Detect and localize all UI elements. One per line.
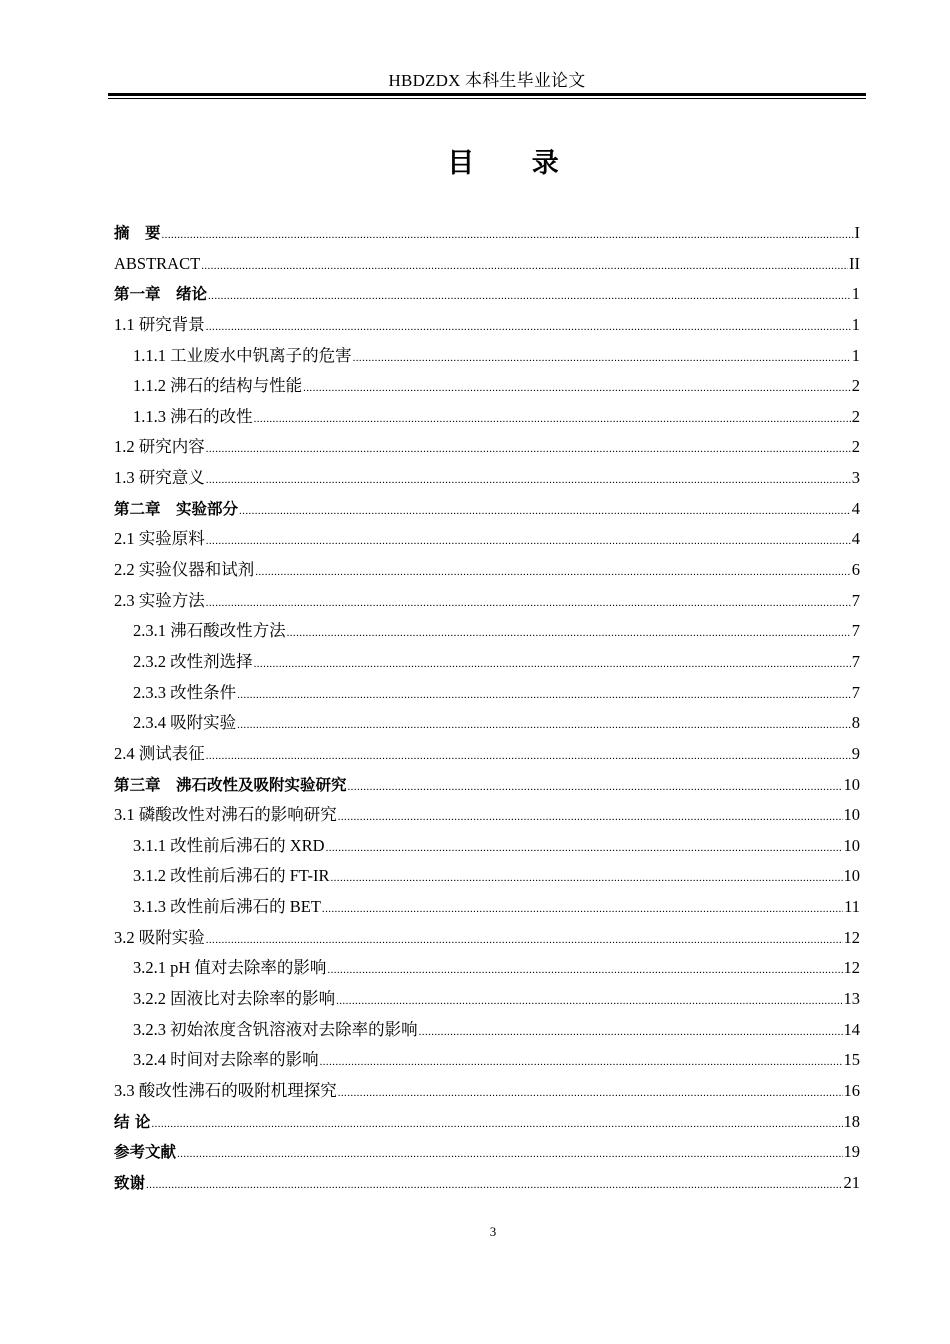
toc-dot-leader	[237, 680, 851, 711]
toc-entry-page: 12	[843, 927, 860, 947]
toc-entry[interactable]	[114, 371, 860, 402]
toc-entry[interactable]	[114, 402, 860, 433]
toc-entry-page: 4	[851, 498, 860, 518]
toc-dot-leader	[206, 741, 851, 772]
toc-entry[interactable]	[114, 432, 860, 463]
toc-dot-leader	[348, 772, 843, 803]
toc-entry-label: 2.1 实验原料	[114, 529, 205, 549]
toc-entry-page: 19	[843, 1142, 860, 1162]
toc-entry-label: ABSTRACT	[114, 253, 201, 273]
toc-entry[interactable]	[114, 1137, 860, 1168]
toc-dot-leader	[151, 1109, 842, 1140]
toc-dot-leader	[208, 281, 851, 312]
toc-entry-label: 1.2 研究内容	[114, 437, 205, 457]
toc-entry[interactable]	[114, 279, 860, 310]
toc-dot-leader	[326, 833, 843, 864]
toc-dot-leader	[162, 220, 854, 251]
toc-entry[interactable]	[114, 1015, 860, 1046]
toc-entry[interactable]	[114, 249, 860, 280]
toc-dot-leader	[206, 312, 851, 343]
toc-dot-leader	[206, 526, 851, 557]
toc-dot-leader	[254, 649, 851, 680]
toc-entry-label: 1.1.2 沸石的结构与性能	[133, 376, 303, 396]
toc-entry[interactable]	[114, 708, 860, 739]
toc-entry[interactable]	[114, 923, 860, 954]
toc-entry[interactable]	[114, 953, 860, 984]
toc-entry[interactable]	[114, 739, 860, 770]
toc-entry-label: 2.3.1 沸石酸改性方法	[133, 621, 286, 641]
toc-entry-label: 3.2.4 时间对去除率的影响	[133, 1050, 319, 1070]
toc-dot-leader	[177, 1139, 842, 1170]
header-rule-thin	[108, 98, 866, 99]
toc-entry-page: 2	[851, 376, 860, 396]
toc-entry-label: 2.3.4 吸附实验	[133, 713, 237, 733]
toc-entry[interactable]	[114, 861, 860, 892]
toc-entry[interactable]	[114, 494, 860, 525]
toc-entry-label: 3.1 磷酸改性对沸石的影响研究	[114, 805, 337, 825]
table-of-contents	[114, 218, 860, 1199]
toc-entry-label: 3.2 吸附实验	[114, 927, 205, 947]
toc-entry[interactable]	[114, 678, 860, 709]
toc-entry-page: 10	[843, 866, 860, 886]
header-rule-thick	[108, 93, 866, 96]
toc-entry-page: 1	[851, 314, 860, 334]
toc-entry-page: 10	[843, 835, 860, 855]
toc-entry[interactable]	[114, 984, 860, 1015]
toc-entry-label: 3.2.3 初始浓度含钒溶液对去除率的影响	[133, 1019, 418, 1039]
toc-dot-leader	[206, 434, 851, 465]
toc-entry-label: 3.1.3 改性前后沸石的 BET	[133, 897, 321, 917]
toc-dot-leader	[254, 404, 851, 435]
toc-entry-page: 9	[851, 743, 860, 763]
toc-entry[interactable]	[114, 1045, 860, 1076]
toc-entry-page: 11	[844, 897, 860, 917]
toc-entry[interactable]	[114, 586, 860, 617]
toc-entry-page: 7	[851, 621, 860, 641]
toc-entry[interactable]	[114, 892, 860, 923]
toc-entry[interactable]	[114, 1076, 860, 1107]
toc-dot-leader	[201, 251, 848, 282]
toc-entry-label: 2.3.3 改性条件	[133, 682, 237, 702]
toc-entry-page: 10	[843, 774, 860, 794]
toc-dot-leader	[206, 465, 851, 496]
toc-dot-leader	[327, 955, 842, 986]
toc-entry-label: 参考文献	[114, 1143, 177, 1162]
toc-entry-label: 1.3 研究意义	[114, 468, 205, 488]
toc-dot-leader	[239, 496, 851, 527]
toc-entry-page: 21	[843, 1172, 860, 1192]
toc-entry-label: 摘 要	[114, 224, 161, 242]
toc-dot-leader	[287, 618, 851, 649]
toc-dot-leader	[336, 986, 842, 1017]
toc-entry-label: 致谢	[114, 1173, 146, 1192]
toc-title: 目 录	[447, 148, 583, 179]
toc-entry[interactable]	[114, 218, 860, 249]
toc-dot-leader	[237, 710, 851, 741]
toc-entry-label: 2.2 实验仪器和试剂	[114, 560, 255, 580]
page-number: 3	[489, 1224, 497, 1239]
toc-dot-leader	[146, 1170, 842, 1201]
toc-entry-page: 6	[851, 560, 860, 580]
toc-entry-page: II	[849, 253, 860, 273]
toc-entry[interactable]	[114, 800, 860, 831]
toc-entry-label: 3.2.1 pH 值对去除率的影响	[133, 958, 327, 978]
toc-dot-leader	[320, 1047, 843, 1078]
toc-entry-page: 15	[843, 1050, 860, 1070]
toc-dot-leader	[206, 925, 843, 956]
toc-entry-page: 10	[843, 805, 860, 825]
running-header: HBDZDX 本科生毕业论文	[388, 71, 586, 90]
toc-entry[interactable]	[114, 831, 860, 862]
toc-entry-label: 第一章 绪论	[114, 285, 208, 304]
toc-entry-page: 12	[843, 958, 860, 978]
toc-dot-leader	[303, 373, 851, 404]
toc-entry[interactable]	[114, 647, 860, 678]
toc-entry[interactable]	[114, 524, 860, 555]
toc-entry-page: 2	[851, 437, 860, 457]
toc-dot-leader	[353, 343, 851, 374]
toc-dot-leader	[419, 1017, 843, 1048]
toc-entry-label: 3.3 酸改性沸石的吸附机理探究	[114, 1080, 337, 1100]
toc-entry[interactable]	[114, 463, 860, 494]
toc-dot-leader	[338, 802, 843, 833]
toc-entry-label: 3.1.1 改性前后沸石的 XRD	[133, 835, 325, 855]
toc-entry-label: 1.1 研究背景	[114, 314, 205, 334]
toc-dot-leader	[206, 588, 851, 619]
toc-entry-label: 第二章 实验部分	[114, 499, 239, 518]
toc-entry-page: 4	[851, 529, 860, 549]
toc-entry-page: 2	[851, 406, 860, 426]
toc-entry-label: 2.3 实验方法	[114, 590, 205, 610]
toc-entry-label: 第三章 沸石改性及吸附实验研究	[114, 775, 347, 794]
toc-entry-label: 2.3.2 改性剂选择	[133, 651, 253, 671]
toc-entry-label: 3.2.2 固液比对去除率的影响	[133, 989, 336, 1009]
toc-entry-page: 14	[843, 1019, 860, 1039]
toc-dot-leader	[322, 894, 843, 925]
toc-entry-page: 3	[851, 468, 860, 488]
toc-entry-page: 16	[843, 1080, 860, 1100]
toc-entry-page: 7	[851, 682, 860, 702]
toc-entry-page: 13	[843, 989, 860, 1009]
toc-dot-leader	[255, 557, 851, 588]
toc-dot-leader	[338, 1078, 843, 1109]
toc-entry[interactable]	[114, 555, 860, 586]
toc-entry[interactable]	[114, 616, 860, 647]
toc-entry-page: 8	[851, 713, 860, 733]
toc-entry-label: 2.4 测试表征	[114, 743, 205, 763]
toc-entry[interactable]	[114, 310, 860, 341]
toc-entry-page: 7	[851, 590, 860, 610]
toc-entry[interactable]	[114, 1107, 860, 1138]
toc-entry-page: 18	[843, 1111, 860, 1131]
toc-entry-label: 1.1.1 工业废水中钒离子的危害	[133, 345, 352, 365]
toc-entry-label: 结 论	[114, 1112, 151, 1131]
toc-entry[interactable]	[114, 341, 860, 372]
toc-entry-label: 1.1.3 沸石的改性	[133, 406, 253, 426]
toc-dot-leader	[331, 863, 843, 894]
toc-entry[interactable]	[114, 1168, 860, 1199]
toc-entry-page: 1	[851, 345, 860, 365]
toc-entry-page: I	[854, 223, 860, 242]
toc-entry[interactable]	[114, 770, 860, 801]
toc-entry-page: 7	[851, 651, 860, 671]
toc-entry-page: 1	[851, 284, 860, 304]
toc-entry-label: 3.1.2 改性前后沸石的 FT-IR	[133, 866, 330, 886]
